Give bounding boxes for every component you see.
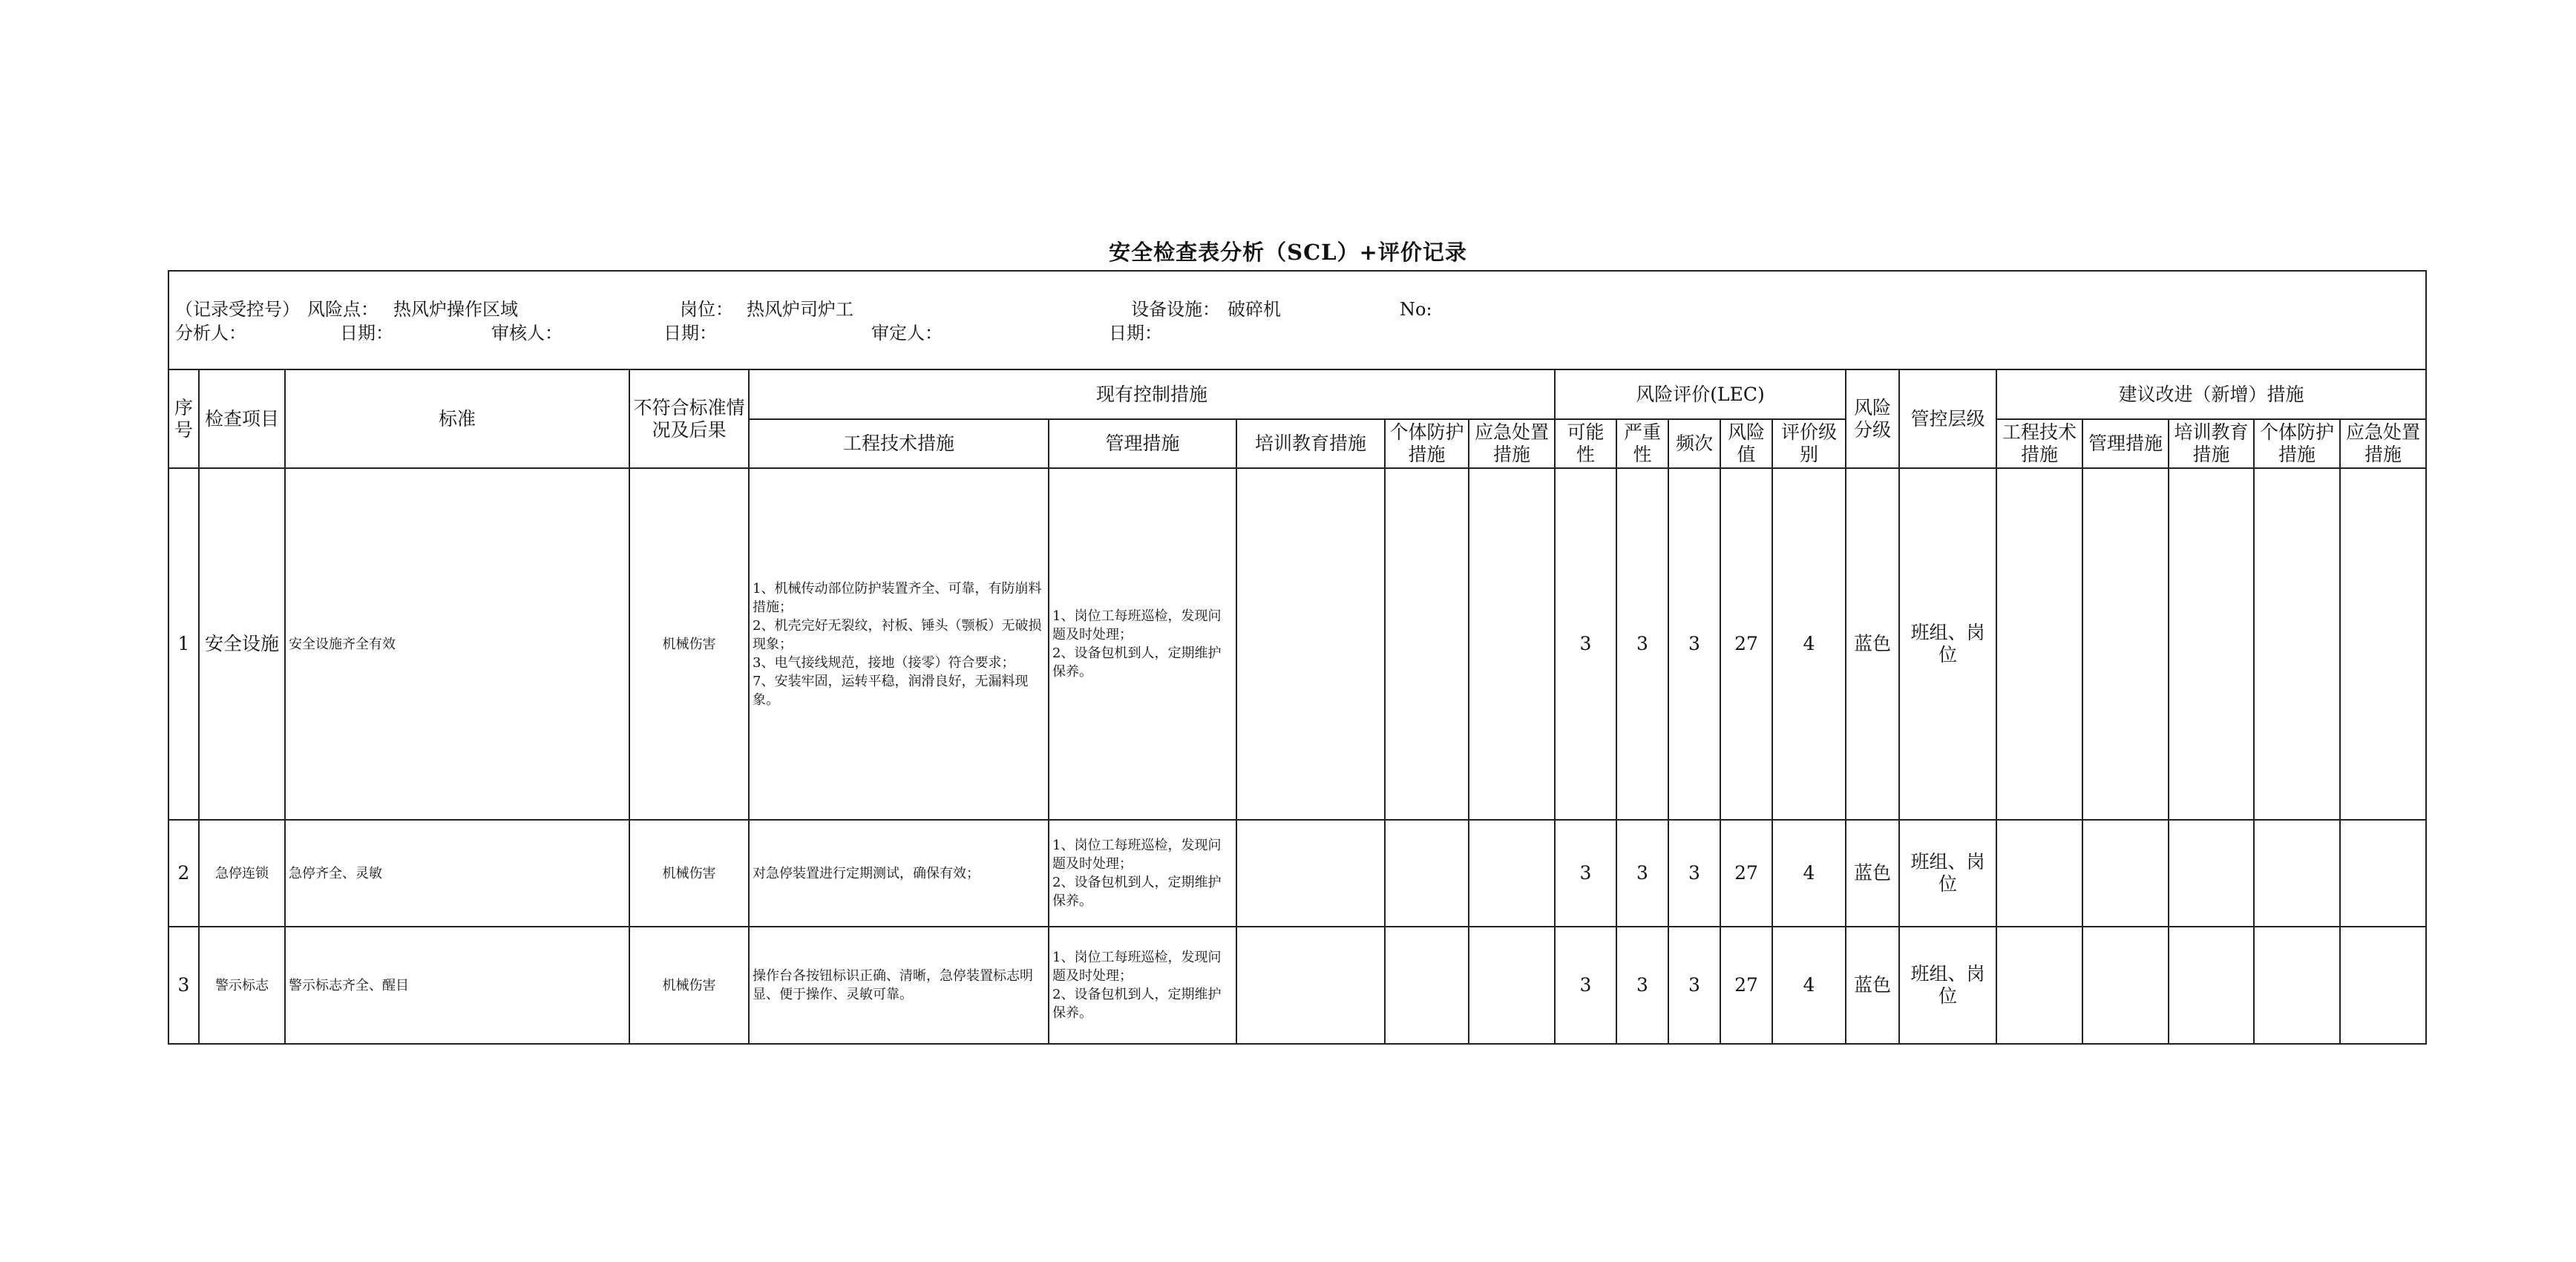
cell-likelihood: 3 <box>1555 927 1616 1044</box>
cell-suggestion-empty <box>2169 927 2254 1044</box>
cell-control-level: 班组、岗位 <box>1899 468 1996 820</box>
risk-point-value: 热风炉操作区域 <box>393 299 518 320</box>
info-block <box>168 271 2426 369</box>
cell-likelihood: 3 <box>1555 820 1616 927</box>
header-ppe: 个体防护措施 <box>1385 419 1469 468</box>
cell-seq: 2 <box>168 820 199 927</box>
cell-ppe <box>1385 468 1469 820</box>
cell-risk-class: 蓝色 <box>1846 820 1899 927</box>
scl-table <box>168 270 2427 1045</box>
header-eval-level: 评价级别 <box>1772 419 1846 468</box>
header-existing-controls: 现有控制措施 <box>749 369 1555 419</box>
cell-consequence: 机械伤害 <box>629 468 749 820</box>
post-value: 热风炉司炉工 <box>747 299 853 320</box>
cell-frequency: 3 <box>1668 927 1720 1044</box>
risk-point-label: 风险点： <box>307 299 378 320</box>
cell-seq: 1 <box>168 468 199 820</box>
date-label-2: 日期： <box>663 323 717 344</box>
header-likelihood: 可能性 <box>1555 419 1616 468</box>
cell-eval-level: 4 <box>1772 927 1846 1044</box>
header-seq: 序号 <box>168 369 199 468</box>
cell-check-item: 安全设施 <box>199 468 285 820</box>
cell-standard: 警示标志齐全、醒目 <box>285 927 629 1044</box>
cell-engineering: 操作台各按钮标识正确、清晰，急停装置标志明显、便于操作、灵敏可靠。 <box>749 927 1049 1044</box>
date-label-1: 日期： <box>340 323 393 344</box>
cell-consequence: 机械伤害 <box>629 820 749 927</box>
header-frequency: 频次 <box>1668 419 1720 468</box>
cell-frequency: 3 <box>1668 468 1720 820</box>
cell-severity: 3 <box>1616 820 1668 927</box>
equipment-value: 破碎机 <box>1228 299 1281 320</box>
cell-control-level: 班组、岗位 <box>1899 820 1996 927</box>
table-row <box>168 927 2426 1044</box>
cell-suggestion-empty <box>2340 820 2426 927</box>
info-line-2 <box>175 322 2419 346</box>
record-no-label: （记录受控号） <box>175 299 300 320</box>
cell-management: 1、岗位工每班巡检，发现问题及时处理； 2、设备包机到人，定期维护保养。 <box>1049 927 1236 1044</box>
cell-check-item: 急停连锁 <box>199 820 285 927</box>
cell-standard: 安全设施齐全有效 <box>285 468 629 820</box>
header-s-training: 培训教育措施 <box>2169 419 2254 468</box>
cell-suggestion-empty <box>2082 927 2169 1044</box>
cell-risk-value: 27 <box>1720 927 1772 1044</box>
cell-eval-level: 4 <box>1772 820 1846 927</box>
cell-emergency <box>1469 820 1555 927</box>
header-training: 培训教育措施 <box>1236 419 1385 468</box>
post-label: 岗位： <box>680 299 733 320</box>
cell-suggestion-empty <box>2340 927 2426 1044</box>
header-management: 管理措施 <box>1049 419 1236 468</box>
cell-suggestion-empty <box>2169 468 2254 820</box>
cell-emergency <box>1469 927 1555 1044</box>
cell-ppe <box>1385 927 1469 1044</box>
reviewer-label: 审核人： <box>491 323 563 344</box>
header-s-engineering: 工程技术措施 <box>1996 419 2082 468</box>
page-title: 安全检查表分析（SCL）+评价记录 <box>1109 240 1467 265</box>
date-label-3: 日期： <box>1109 323 1162 344</box>
cell-risk-class: 蓝色 <box>1846 927 1899 1044</box>
cell-severity: 3 <box>1616 468 1668 820</box>
cell-training <box>1236 468 1385 820</box>
cell-control-level: 班组、岗位 <box>1899 927 1996 1044</box>
header-s-management: 管理措施 <box>2082 419 2169 468</box>
cell-standard: 急停齐全、灵敏 <box>285 820 629 927</box>
cell-frequency: 3 <box>1668 820 1720 927</box>
header-s-emergency: 应急处置措施 <box>2340 419 2426 468</box>
cell-risk-value: 27 <box>1720 468 1772 820</box>
cell-risk-value: 27 <box>1720 820 1772 927</box>
cell-likelihood: 3 <box>1555 468 1616 820</box>
cell-suggestion-empty <box>2082 468 2169 820</box>
header-nonconformity: 不符合标准情 况及后果 <box>629 369 749 468</box>
table-row <box>168 820 2426 927</box>
cell-consequence: 机械伤害 <box>629 927 749 1044</box>
cell-suggestion-empty <box>1996 927 2082 1044</box>
cell-management: 1、岗位工每班巡检，发现问题及时处理； 2、设备包机到人，定期维护保养。 <box>1049 820 1236 927</box>
cell-eval-level: 4 <box>1772 468 1846 820</box>
cell-risk-class: 蓝色 <box>1846 468 1899 820</box>
header-s-ppe: 个体防护措施 <box>2254 419 2340 468</box>
approver-label: 审定人： <box>871 323 943 344</box>
analyst-label: 分析人： <box>175 323 246 344</box>
header-risk-class: 风险分级 <box>1846 369 1899 468</box>
header-risk-value: 风险值 <box>1720 419 1772 468</box>
cell-training <box>1236 820 1385 927</box>
cell-suggestion-empty <box>2254 927 2340 1044</box>
table-row <box>168 468 2426 820</box>
cell-management: 1、岗位工每班巡检，发现问题及时处理； 2、设备包机到人，定期维护保养。 <box>1049 468 1236 820</box>
header-suggestions: 建议改进（新增）措施 <box>1996 369 2426 419</box>
cell-engineering: 1、机械传动部位防护装置齐全、可靠，有防崩料措施； 2、机壳完好无裂纹，衬板、锤头（颚板）无破损现象； 3、电气接线规范，接地（接零）符合要求； 7、安装牢固，运转平稳，润滑良好，无漏料现象。 <box>749 468 1049 820</box>
header-risk-eval: 风险评价(LEC) <box>1555 369 1846 419</box>
header-emergency: 应急处置措施 <box>1469 419 1555 468</box>
cell-training <box>1236 927 1385 1044</box>
cell-check-item: 警示标志 <box>199 927 285 1044</box>
cell-suggestion-empty <box>2340 468 2426 820</box>
cell-engineering: 对急停装置进行定期测试，确保有效； <box>749 820 1049 927</box>
cell-suggestion-empty <box>2254 468 2340 820</box>
cell-severity: 3 <box>1616 927 1668 1044</box>
cell-suggestion-empty <box>1996 468 2082 820</box>
cell-suggestion-empty <box>1996 820 2082 927</box>
info-line-1 <box>175 298 2419 322</box>
cell-emergency <box>1469 468 1555 820</box>
header-engineering: 工程技术措施 <box>749 419 1049 468</box>
equipment-label: 设备设施： <box>1131 299 1220 320</box>
header-control-level: 管控层级 <box>1899 369 1996 468</box>
header-check-item: 检查项目 <box>199 369 285 468</box>
header-severity: 严重性 <box>1616 419 1668 468</box>
cell-suggestion-empty <box>2254 820 2340 927</box>
cell-ppe <box>1385 820 1469 927</box>
cell-suggestion-empty <box>2082 820 2169 927</box>
cell-seq: 3 <box>168 927 199 1044</box>
no-label: No: <box>1400 299 1432 320</box>
header-standard: 标准 <box>285 369 629 468</box>
cell-suggestion-empty <box>2169 820 2254 927</box>
